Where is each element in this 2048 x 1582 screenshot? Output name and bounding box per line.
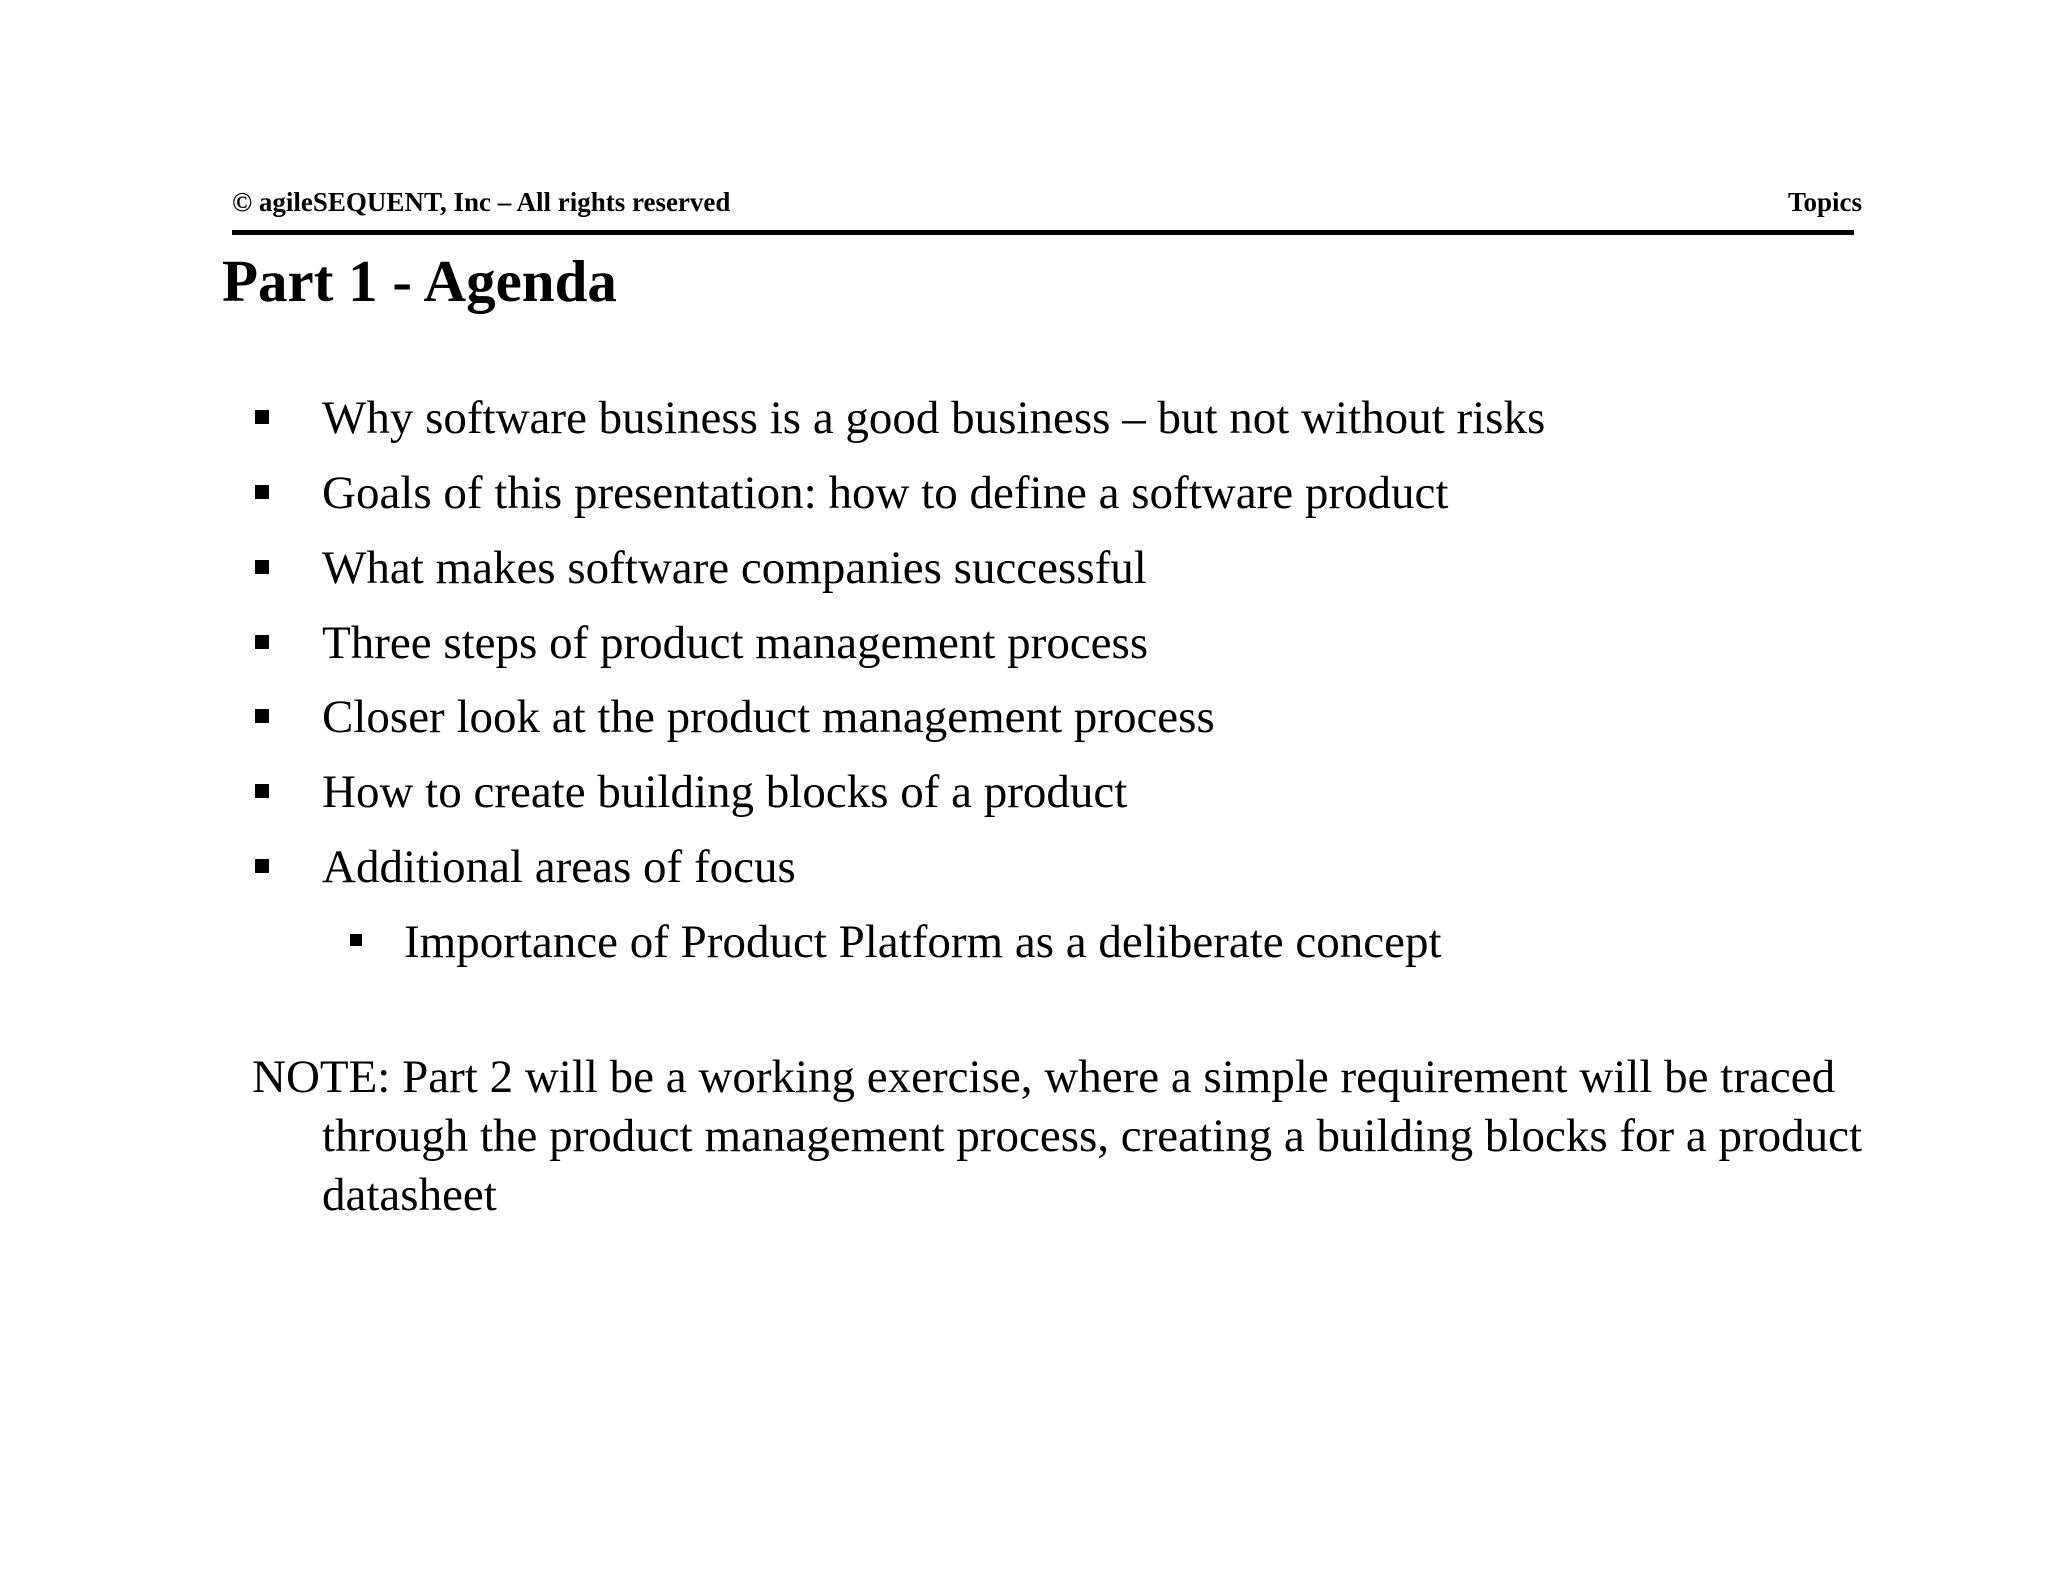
slide-title: Part 1 - Agenda [222, 248, 617, 314]
square-bullet-icon [350, 934, 362, 946]
square-bullet-icon [255, 709, 269, 723]
copyright-notice: © agileSEQUENT, Inc – All rights reserved [232, 187, 731, 217]
agenda-item-text: How to create building blocks of a product [322, 766, 1128, 818]
agenda-item [322, 764, 1127, 820]
agenda-subitem-text: Importance of Product Platform as a deliberate concept [404, 916, 1442, 968]
square-bullet-icon [255, 784, 269, 798]
agenda-item-text: Three steps of product management process [322, 617, 1149, 669]
agenda-item [322, 839, 796, 895]
agenda-item-text: Goals of this presentation: how to define a software product [322, 467, 1449, 519]
square-bullet-icon [255, 859, 269, 873]
agenda-item-text: Why software business is a good business – but not without risks [322, 392, 1546, 444]
square-bullet-icon [255, 485, 269, 499]
agenda-item-text: Closer look at the product management process [322, 691, 1215, 743]
agenda-item-text: What makes software companies successful [322, 542, 1147, 594]
square-bullet-icon [255, 560, 269, 574]
agenda-item [322, 689, 1215, 745]
agenda-subitem [404, 914, 1442, 970]
agenda-item-text: Additional areas of focus [322, 841, 796, 893]
agenda-item [322, 615, 1148, 671]
square-bullet-icon [255, 635, 269, 649]
agenda-item [322, 390, 1545, 446]
agenda-item [322, 540, 1147, 596]
section-label: Topics [1787, 187, 1862, 217]
agenda-item [322, 465, 1448, 521]
square-bullet-icon [255, 410, 269, 424]
note-paragraph: NOTE: Part 2 will be a working exercise, where a simple requirement will be traced through the product management process, creating a building blocks for a product datasheet [252, 1051, 1863, 1221]
